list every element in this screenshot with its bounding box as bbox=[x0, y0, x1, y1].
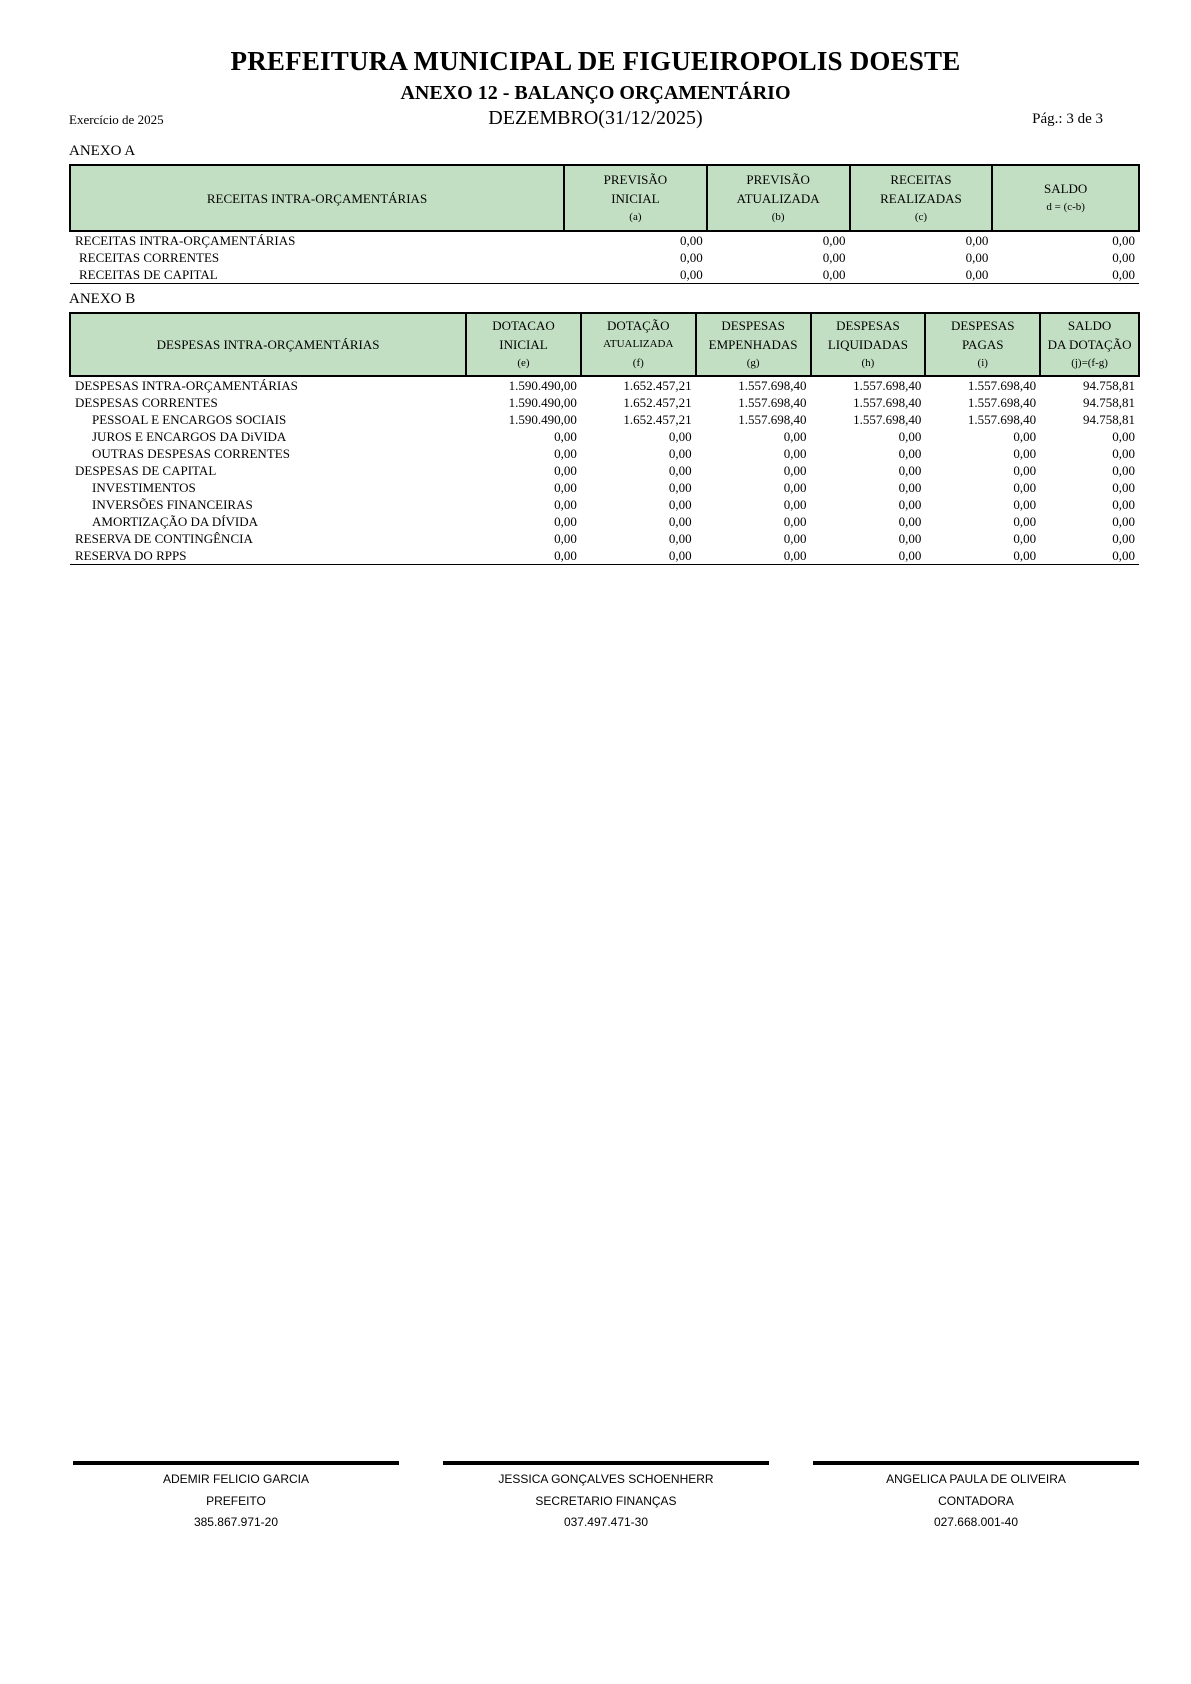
cell-value: 1.652.457,21 bbox=[623, 378, 692, 393]
cell-value: 0,00 bbox=[668, 480, 692, 495]
cell-value: 0,00 bbox=[822, 250, 846, 265]
cell-value: 0,00 bbox=[1112, 446, 1135, 461]
cell-value: 0,00 bbox=[554, 514, 577, 529]
cell-value: 0,00 bbox=[898, 463, 922, 478]
cell-value: 0,00 bbox=[554, 446, 577, 461]
header-line: DESPESAS bbox=[721, 318, 785, 333]
header-line: (c) bbox=[914, 210, 928, 223]
table-row bbox=[70, 428, 1139, 445]
annex-a-header-col4 bbox=[992, 165, 1139, 231]
cell-value: 0,00 bbox=[668, 463, 692, 478]
annex-b-header-desc: DESPESAS INTRA-ORÇAMENTÁRIAS bbox=[70, 313, 466, 376]
cell-value: 0,00 bbox=[668, 446, 692, 461]
header-line: d = (c-b) bbox=[1046, 201, 1085, 213]
header-line: DOTACAO bbox=[492, 318, 555, 333]
report-title: PREFEITURA MUNICIPAL DE FIGUEIROPOLIS DOESTE bbox=[230, 46, 961, 76]
header-line: (h) bbox=[861, 357, 875, 369]
table-row bbox=[70, 513, 1139, 530]
signatory-name: JESSICA GONÇALVES SCHOENHERR bbox=[498, 1472, 714, 1486]
cell-value: 0,00 bbox=[898, 446, 922, 461]
cell-value: 0,00 bbox=[1013, 514, 1037, 529]
cell-value: 1.652.457,21 bbox=[623, 395, 692, 410]
cell-value: 0,00 bbox=[1013, 446, 1037, 461]
header-line: REALIZADAS bbox=[880, 190, 962, 206]
cell-value: 1.652.457,21 bbox=[623, 412, 692, 427]
header-line: DESPESAS bbox=[950, 318, 1015, 333]
cell-value: 1.590.490,00 bbox=[508, 395, 577, 410]
header-line: PREVISÃO bbox=[746, 171, 810, 187]
cell-value: 0,00 bbox=[1013, 463, 1037, 478]
cell-value: 94.758,81 bbox=[1083, 395, 1135, 410]
cell-value: 0,00 bbox=[1112, 514, 1135, 529]
cell-value: 0,00 bbox=[783, 514, 807, 529]
cell-value: 0,00 bbox=[1040, 547, 1139, 565]
cell-value: 0,00 bbox=[898, 497, 922, 512]
table-row bbox=[70, 411, 1139, 428]
table-row bbox=[70, 547, 1139, 565]
cell-value: 1.557.698,40 bbox=[853, 412, 922, 427]
header-line: SALDO bbox=[1067, 318, 1112, 333]
cell-value: 0,00 bbox=[1112, 250, 1135, 265]
cell-value: 0,00 bbox=[925, 547, 1040, 565]
row-label: INVERSÕES FINANCEIRAS bbox=[92, 497, 253, 512]
header-line: RECEITAS bbox=[890, 171, 952, 187]
cell-value: 0,00 bbox=[1112, 429, 1135, 444]
row-label: PESSOAL E ENCARGOS SOCIAIS bbox=[92, 412, 287, 427]
header-line: SALDO bbox=[1043, 181, 1088, 196]
cell-value: 0,00 bbox=[965, 250, 989, 265]
signatory-name: ANGELICA PAULA DE OLIVEIRA bbox=[886, 1472, 1066, 1486]
cell-value: 0,00 bbox=[668, 497, 692, 512]
table-row bbox=[70, 496, 1139, 513]
signature-line bbox=[73, 1461, 399, 1465]
cell-value: 0,00 bbox=[811, 547, 926, 565]
cell-value: 94.758,81 bbox=[1083, 378, 1135, 393]
row-label: RESERVA DE CONTINGÊNCIA bbox=[75, 531, 253, 546]
annex-b-header-col6 bbox=[1040, 313, 1139, 376]
cell-value: 0,00 bbox=[1013, 480, 1037, 495]
cell-value: 0,00 bbox=[898, 531, 922, 546]
cell-value: 0,00 bbox=[965, 233, 989, 248]
cell-value: 0,00 bbox=[668, 514, 692, 529]
header-line: INICIAL bbox=[611, 190, 660, 206]
row-label: RECEITAS DE CAPITAL bbox=[70, 266, 564, 284]
table-row bbox=[70, 479, 1139, 496]
cell-value: 1.557.698,40 bbox=[853, 395, 922, 410]
report-subtitle: ANEXO 12 - BALANÇO ORÇAMENTÁRIO bbox=[400, 82, 791, 104]
header-line: (i) bbox=[977, 357, 988, 369]
cell-value: 1.557.698,40 bbox=[967, 395, 1037, 410]
row-label: DESPESAS DE CAPITAL bbox=[75, 463, 217, 478]
cell-value: 0,00 bbox=[783, 480, 807, 495]
signature-block-prefeito bbox=[71, 1469, 401, 1534]
table-row bbox=[70, 530, 1139, 547]
cell-value: 1.590.490,00 bbox=[508, 412, 577, 427]
annex-b-header-col2 bbox=[581, 313, 696, 376]
cell-value: 0,00 bbox=[992, 266, 1139, 284]
row-label: DESPESAS CORRENTES bbox=[75, 395, 218, 410]
cell-value: 0,00 bbox=[1112, 480, 1135, 495]
table-row bbox=[70, 249, 1139, 266]
header-line: PAGAS bbox=[962, 337, 1004, 352]
cell-value: 0,00 bbox=[554, 429, 577, 444]
table-row bbox=[70, 266, 1139, 284]
row-label: JUROS E ENCARGOS DA DiVIDA bbox=[92, 429, 287, 444]
header-line: (j)=(f-g) bbox=[1071, 357, 1108, 369]
cell-value: 0,00 bbox=[898, 429, 922, 444]
cell-value: 0,00 bbox=[554, 531, 577, 546]
cell-value: 1.557.698,40 bbox=[967, 378, 1037, 393]
signatory-name: ADEMIR FELICIO GARCIA bbox=[162, 1472, 310, 1486]
signature-line bbox=[443, 1461, 769, 1465]
table-row bbox=[70, 445, 1139, 462]
cell-value: 0,00 bbox=[466, 547, 581, 565]
cell-value: 0,00 bbox=[822, 233, 846, 248]
annex-b-body bbox=[70, 376, 1139, 565]
signatory-id: 027.668.001-40 bbox=[933, 1515, 1019, 1529]
cell-value: 0,00 bbox=[898, 514, 922, 529]
row-label: RECEITAS INTRA-ORÇAMENTÁRIAS bbox=[75, 233, 296, 248]
exercise-year: Exercício de 2025 bbox=[69, 112, 164, 127]
header-line: ATUALIZADA bbox=[603, 338, 674, 350]
cell-value: 0,00 bbox=[783, 429, 807, 444]
cell-value: 0,00 bbox=[680, 250, 703, 265]
cell-value: 0,00 bbox=[783, 463, 807, 478]
annex-b-header-col4 bbox=[811, 313, 926, 376]
cell-value: 0,00 bbox=[1112, 531, 1135, 546]
annex-a-header-col1 bbox=[564, 165, 707, 231]
annex-a-table bbox=[69, 164, 1140, 284]
table-row bbox=[70, 231, 1139, 249]
cell-value: 0,00 bbox=[783, 497, 807, 512]
row-label: INVESTIMENTOS bbox=[92, 480, 196, 495]
table-row bbox=[70, 462, 1139, 479]
header-line: DA DOTAÇÃO bbox=[1047, 337, 1132, 352]
table-row bbox=[70, 394, 1139, 411]
report-period: DEZEMBRO(31/12/2025) bbox=[488, 107, 703, 129]
cell-value: 0,00 bbox=[783, 446, 807, 461]
header-line: (g) bbox=[746, 357, 760, 369]
signatory-id: 037.497.471-30 bbox=[563, 1515, 649, 1529]
cell-value: 1.590.490,00 bbox=[508, 378, 577, 393]
row-label: DESPESAS INTRA-ORÇAMENTÁRIAS bbox=[75, 378, 298, 393]
header-line: (a) bbox=[629, 210, 642, 223]
cell-value: 0,00 bbox=[1112, 463, 1135, 478]
header-line: DOTAÇÃO bbox=[607, 318, 670, 333]
cell-value: 0,00 bbox=[1013, 497, 1037, 512]
cell-value: 0,00 bbox=[581, 547, 696, 565]
header-line: (b) bbox=[771, 210, 785, 223]
cell-value: 0,00 bbox=[1112, 233, 1135, 248]
signatory-id: 385.867.971-20 bbox=[193, 1515, 279, 1529]
header-line: INICIAL bbox=[499, 337, 548, 352]
page-number: Pág.: 3 de 3 bbox=[1032, 111, 1103, 127]
table-row bbox=[70, 376, 1139, 394]
signature-block-contadora bbox=[811, 1469, 1141, 1534]
cell-value: 0,00 bbox=[898, 480, 922, 495]
signature-block-secretario bbox=[441, 1469, 771, 1534]
signature-line bbox=[813, 1461, 1139, 1465]
cell-value: 0,00 bbox=[554, 463, 577, 478]
header-line: EMPENHADAS bbox=[708, 337, 798, 352]
cell-value: 1.557.698,40 bbox=[738, 378, 807, 393]
annex-a-header-col2 bbox=[707, 165, 850, 231]
cell-value: 0,00 bbox=[554, 480, 577, 495]
cell-value: 1.557.698,40 bbox=[738, 395, 807, 410]
header-line: (e) bbox=[517, 357, 530, 369]
row-label: RECEITAS CORRENTES bbox=[79, 250, 220, 265]
cell-value: 1.557.698,40 bbox=[738, 412, 807, 427]
signatory-role: PREFEITO bbox=[206, 1493, 266, 1508]
row-label: AMORTIZAÇÃO DA DÍVIDA bbox=[92, 514, 259, 529]
cell-value: 0,00 bbox=[1013, 531, 1037, 546]
cell-value: 0,00 bbox=[1112, 497, 1135, 512]
annex-a-label: ANEXO A bbox=[69, 143, 136, 159]
header-line: (f) bbox=[632, 357, 644, 369]
header-line: DESPESAS bbox=[836, 318, 900, 333]
signatory-role: SECRETARIO FINANÇAS bbox=[535, 1493, 677, 1508]
cell-value: 0,00 bbox=[668, 531, 692, 546]
cell-value: 94.758,81 bbox=[1083, 412, 1135, 427]
cell-value: 0,00 bbox=[1013, 429, 1037, 444]
cell-value: 0,00 bbox=[783, 531, 807, 546]
cell-value: 0,00 bbox=[680, 233, 703, 248]
cell-value: 0,00 bbox=[850, 266, 993, 284]
cell-value: 0,00 bbox=[696, 547, 811, 565]
annex-b-table bbox=[69, 312, 1140, 565]
annex-b-header-col1 bbox=[466, 313, 581, 376]
cell-value: 0,00 bbox=[668, 429, 692, 444]
cell-value: 1.557.698,40 bbox=[967, 412, 1037, 427]
annex-a-header-col3 bbox=[850, 165, 993, 231]
cell-value: 0,00 bbox=[707, 266, 850, 284]
cell-value: 0,00 bbox=[554, 497, 577, 512]
header-line: LIQUIDADAS bbox=[827, 337, 909, 352]
annex-b-label: ANEXO B bbox=[69, 291, 136, 307]
header-line: ATUALIZADA bbox=[736, 190, 820, 206]
annex-b-header-col5 bbox=[925, 313, 1040, 376]
row-label: OUTRAS DESPESAS CORRENTES bbox=[92, 446, 290, 461]
annex-a-header-desc: RECEITAS INTRA-ORÇAMENTÁRIAS bbox=[70, 165, 564, 231]
row-label: RESERVA DO RPPS bbox=[70, 547, 466, 565]
cell-value: 1.557.698,40 bbox=[853, 378, 922, 393]
cell-value: 0,00 bbox=[564, 266, 707, 284]
header-line: PREVISÃO bbox=[603, 171, 668, 187]
signatory-role: CONTADORA bbox=[938, 1493, 1014, 1508]
annex-b-header-col3 bbox=[696, 313, 811, 376]
